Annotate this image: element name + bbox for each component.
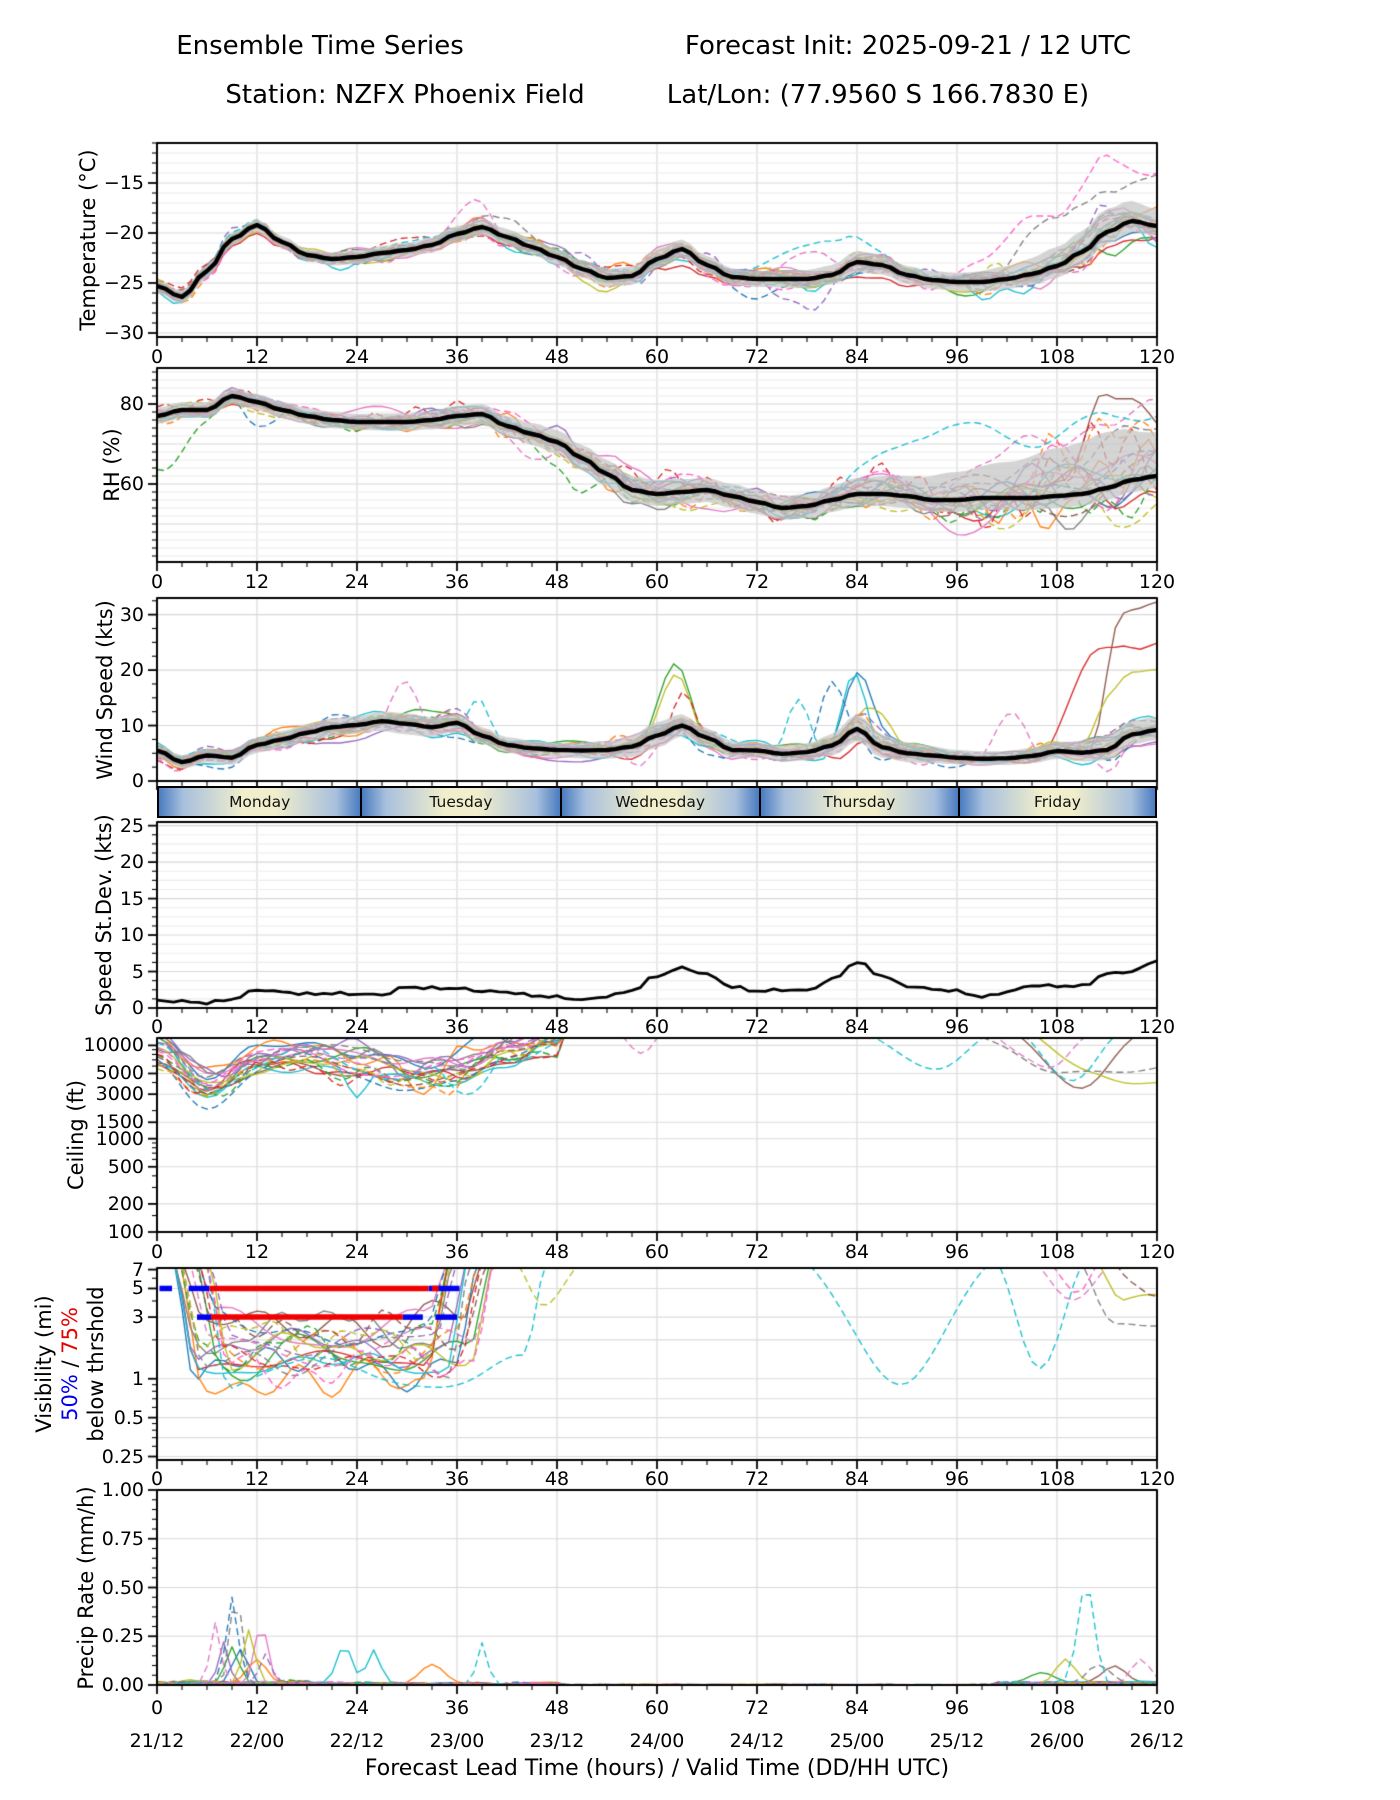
day-bar [157,786,1157,818]
y-tick-label: 3 [131,1306,144,1329]
x-tick-label: 12 [244,1241,270,1263]
day-segment [960,788,1155,816]
day-label: Wednesday [615,793,705,811]
x-tick-label: 12 [244,571,270,593]
y-axis-title-ceiling: Ceiling (ft) [64,1079,88,1191]
y-tick-label: 1500 [95,1111,144,1134]
x-tick-label: 60 [644,1241,670,1263]
x-tick-label: 36 [444,1697,470,1719]
x-tick-label: 60 [644,571,670,593]
x-tick-label: 108 [1038,571,1076,593]
x-tick-label: 12 [244,1697,270,1719]
x-tick-label: 48 [544,346,570,368]
y-tick-label: 10 [119,924,144,947]
y-tick-label: 0.50 [101,1576,144,1599]
x-tick-label: 36 [444,346,470,368]
y-tick-label: 30 [119,603,144,626]
y-tick-label: 0.75 [101,1527,144,1550]
y-tick-label: 100 [107,1221,144,1243]
y-tick-label: 500 [107,1155,144,1178]
valid-time-label: 25/00 [829,1730,885,1752]
x-tick-label: 72 [744,1697,770,1719]
valid-time-label: 24/12 [729,1730,785,1752]
x-tick-label: 72 [744,1241,770,1263]
valid-time-label: 23/00 [429,1730,485,1752]
x-tick-label: 0 [150,346,164,368]
y-tick-label: 0.25 [101,1445,144,1468]
x-tick-label: 60 [644,1468,670,1490]
y-tick-label: 1000 [95,1127,144,1150]
x-tick-label: 84 [844,1697,870,1719]
x-tick-label: 108 [1038,1697,1076,1719]
x-tick-label: 84 [844,1016,870,1038]
y-tick-label: 200 [107,1192,144,1215]
day-segment [362,788,561,816]
y-axis-title-wind-speed: Wind Speed (kts) [93,600,117,780]
x-tick-label: 96 [944,1241,970,1263]
x-tick-label: 120 [1138,571,1176,593]
threshold-50-label: 50% [58,1374,82,1421]
x-tick-label: 48 [544,1241,570,1263]
threshold-75-label: 75% [58,1307,82,1354]
y-tick-label: −15 [103,172,144,194]
y-tick-label: 5000 [95,1062,144,1085]
x-tick-label: 108 [1038,1468,1076,1490]
x-tick-label: 72 [744,571,770,593]
y-axis-title-visibility-line3: below thrshold [84,1286,108,1442]
x-tick-label: 108 [1038,346,1076,368]
valid-time-label: 22/12 [329,1730,385,1752]
x-tick-label: 24 [344,1241,370,1263]
y-tick-label: −30 [103,322,144,344]
x-tick-label: 108 [1038,1016,1076,1038]
x-tick-label: 48 [544,571,570,593]
x-tick-label: 0 [150,571,164,593]
x-tick-label: 0 [150,1697,164,1719]
y-tick-label: 0.25 [101,1625,144,1648]
x-tick-label: 120 [1138,1241,1176,1263]
day-segment [159,788,362,816]
day-segment [562,788,761,816]
y-axis-title-temperature: Temperature (°C) [76,149,100,331]
y-tick-label: 0 [131,770,144,792]
x-tick-label: 24 [344,571,370,593]
x-tick-label: 108 [1038,1241,1076,1263]
x-tick-label: 72 [744,1468,770,1490]
x-tick-label: 60 [644,1016,670,1038]
y-tick-label: −25 [103,272,144,294]
x-tick-label: 84 [844,346,870,368]
y-axis-title-visibility-thresholds [58,1307,82,1421]
valid-time-label: 26/12 [1129,1730,1185,1752]
y-tick-label: 0 [131,997,144,1019]
figure-title: Ensemble Time Series [176,31,464,61]
x-tick-label: 48 [544,1016,570,1038]
y-axis-title-rh: RH (%) [100,428,124,502]
x-tick-label: 96 [944,1016,970,1038]
x-tick-label: 84 [844,571,870,593]
y-tick-label: 10 [119,714,144,737]
y-axis-title-precip: Precip Rate (mm/h) [74,1486,98,1690]
x-tick-label: 36 [444,1241,470,1263]
x-tick-label: 120 [1138,346,1176,368]
x-tick-label: 96 [944,1697,970,1719]
y-tick-label: 0.5 [113,1406,144,1429]
x-tick-label: 96 [944,571,970,593]
x-tick-label: 36 [444,571,470,593]
x-tick-label: 36 [444,1016,470,1038]
y-axis-title-speed-stdev: Speed St.Dev. (kts) [92,814,116,1016]
y-tick-label: 10000 [83,1034,144,1057]
day-label: Tuesday [429,793,493,811]
x-tick-label: 96 [944,1468,970,1490]
y-tick-label: 20 [119,851,144,874]
x-tick-label: 36 [444,1468,470,1490]
day-label: Monday [229,793,291,811]
x-tick-label: 12 [244,346,270,368]
threshold-separator: / [58,1353,82,1375]
x-axis-title: Forecast Lead Time (hours) / Valid Time (DD/HH UTC) [364,1756,950,1781]
y-tick-label: 15 [119,887,144,910]
forecast-init-label: Forecast Init: 2025-09-21 / 12 UTC [684,31,1132,61]
y-tick-label: 20 [119,659,144,682]
x-tick-label: 120 [1138,1016,1176,1038]
valid-time-label: 25/12 [929,1730,985,1752]
x-tick-label: 12 [244,1016,270,1038]
y-tick-label: 7 [131,1258,144,1281]
y-tick-label: 3000 [95,1083,144,1106]
x-tick-label: 96 [944,346,970,368]
x-tick-label: 12 [244,1468,270,1490]
valid-time-label: 24/00 [629,1730,685,1752]
y-axis-title-visibility: Visibility (mi) [32,1295,56,1433]
y-tick-label: 0.00 [101,1674,144,1696]
x-tick-label: 72 [744,1016,770,1038]
y-tick-label: 1 [131,1367,144,1390]
x-tick-label: 120 [1138,1697,1176,1719]
x-tick-label: 0 [150,1241,164,1263]
y-tick-label: 5 [131,1277,144,1300]
valid-time-label: 23/12 [529,1730,585,1752]
x-tick-label: 0 [150,1016,164,1038]
latlon-label: Lat/Lon: (77.9560 S 166.7830 E) [666,80,1090,110]
y-tick-label: 80 [119,393,144,415]
x-tick-label: 24 [344,1468,370,1490]
x-tick-label: 120 [1138,1468,1176,1490]
x-tick-label: 24 [344,1697,370,1719]
x-tick-label: 24 [344,346,370,368]
day-label: Friday [1033,793,1081,811]
x-tick-label: 60 [644,346,670,368]
y-tick-label: 5 [131,960,144,983]
x-tick-label: 60 [644,1697,670,1719]
valid-time-label: 22/00 [229,1730,285,1752]
x-tick-label: 24 [344,1016,370,1038]
y-tick-label: 60 [119,473,144,495]
y-tick-label: 25 [119,814,144,837]
x-tick-label: 48 [544,1468,570,1490]
y-tick-label: −20 [103,222,144,244]
x-tick-label: 84 [844,1241,870,1263]
x-tick-label: 48 [544,1697,570,1719]
day-label: Thursday [823,793,896,811]
x-tick-label: 72 [744,346,770,368]
x-tick-label: 0 [150,1468,164,1490]
x-tick-label: 84 [844,1468,870,1490]
station-label: Station: NZFX Phoenix Field [225,80,585,110]
valid-time-label: 26/00 [1029,1730,1085,1752]
valid-time-label: 21/12 [129,1730,185,1752]
day-segment [761,788,960,816]
y-tick-label: 1.00 [101,1479,144,1501]
